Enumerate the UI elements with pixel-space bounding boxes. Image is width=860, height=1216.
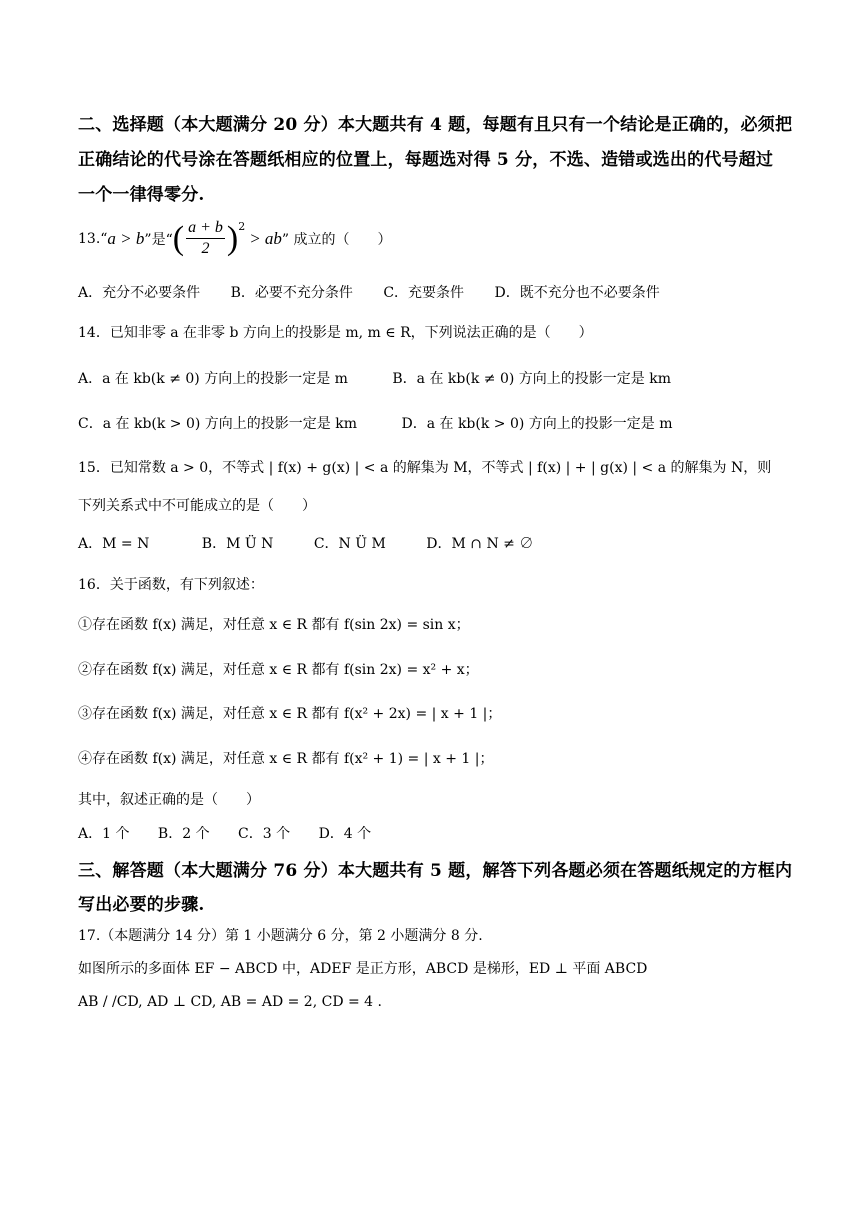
q14-option-c: C．a 在 kb(k > 0) 方向上的投影一定是 km xyxy=(78,416,358,432)
q16-options xyxy=(78,823,397,843)
q13-power: 2 xyxy=(238,220,246,233)
q13-frac-denominator: 2 xyxy=(201,240,210,257)
q14-options-cd xyxy=(78,413,699,433)
q13-option-a: A．充分不必要条件 xyxy=(78,285,201,301)
q15-options xyxy=(78,533,559,553)
q16-option-d: D．4 个 xyxy=(318,826,372,842)
q13-options xyxy=(78,282,686,302)
q13-fraction xyxy=(186,218,225,259)
q14-option-d: D．a 在 kb(k > 0) 方向上的投影一定是 m xyxy=(401,416,673,432)
q15-stem-line2: 下列关系式中不可能成立的是（ ） xyxy=(78,498,316,514)
section2-title-line1: 二、选择题（本大题满分 20 分）本大题共有 4 题，每题有且只有一个结论是正确的，必须把 xyxy=(78,115,793,135)
q14-options-ab xyxy=(78,368,697,388)
q13-option-b: B．必要不充分条件 xyxy=(230,285,353,301)
q13-rest: > ab xyxy=(249,228,282,248)
q14-option-b: B．a 在 kb(k ≠ 0) 方向上的投影一定是 km xyxy=(392,371,671,387)
q16-ask: 其中，叙述正确的是（ ） xyxy=(78,792,260,808)
q17-line1: 17.（本题满分 14 分）第 1 小题满分 6 分，第 2 小题满分 8 分. xyxy=(78,928,483,944)
q13-mid: ”是“ xyxy=(144,231,173,248)
q15-option-c: C．N Ü M xyxy=(313,536,386,552)
section2-title-line2: 正确结论的代号涂在答题纸相应的位置上，每题选对得 5 分，不选、造错或选出的代号超过 xyxy=(78,150,774,170)
section3-title-line1: 三、解答题（本大题满分 76 分）本大题共有 5 题，解答下列各题必须在答题纸规定的方框内 xyxy=(78,861,793,881)
q15-option-d: D．M ∩ N ≠ ∅ xyxy=(426,536,534,552)
q15-option-a: A．M = N xyxy=(78,536,150,552)
question-13 xyxy=(78,218,392,259)
section3-title-line2: 写出必要的步骤. xyxy=(78,895,205,915)
q13-option-c: C．充要条件 xyxy=(383,285,465,301)
q13-option-d: D．既不充分也不必要条件 xyxy=(494,285,660,301)
q16-item-3: ③存在函数 f(x) 满足，对任意 x ∈ R 都有 f(x² + 2x) = | x + 1 |； xyxy=(78,706,502,722)
q16-option-a: A．1 个 xyxy=(78,826,130,842)
q13-left-paren: ( xyxy=(172,219,185,257)
q13-frac-numerator: a + b xyxy=(186,218,225,239)
q14-option-a: A．a 在 kb(k ≠ 0) 方向上的投影一定是 m xyxy=(78,371,348,387)
q13-right-paren: ) xyxy=(226,219,239,257)
q14-stem: 14．已知非零 a 在非零 b 方向上的投影是 m, m ∈ R，下列说法正确的是（ ） xyxy=(78,325,593,341)
q16-option-b: B．2 个 xyxy=(157,826,210,842)
q17-line2: 如图所示的多面体 EF − ABCD 中，ADEF 是正方形，ABCD 是梯形，ED ⊥ 平面 ABCD xyxy=(78,961,648,977)
q16-item-4: ④存在函数 f(x) 满足，对任意 x ∈ R 都有 f(x² + 1) = | x + 1 |； xyxy=(78,751,494,767)
q15-option-b: B．M Ü N xyxy=(201,536,274,552)
q13-suffix: ” 成立的（ ） xyxy=(281,231,392,248)
q16-item-1: ①存在函数 f(x) 满足，对任意 x ∈ R 都有 f(sin 2x) = sin x； xyxy=(78,617,470,633)
q16-item-2: ②存在函数 f(x) 满足，对任意 x ∈ R 都有 f(sin 2x) = x² + x； xyxy=(78,662,479,678)
q15-stem-line1: 15．已知常数 a > 0，不等式 | f(x) + g(x) | < a 的解集为 M，不等式 | f(x) | + | g(x) | < a 的解集为 N，则 xyxy=(78,460,772,476)
q16-stem: 16．关于函数，有下列叙述： xyxy=(78,577,264,593)
q13-prefix: 13.“ xyxy=(78,230,108,247)
q16-option-c: C．3 个 xyxy=(238,826,291,842)
q13-condition: a > b xyxy=(107,228,145,248)
section2-title-line3: 一个一律得零分. xyxy=(78,185,205,205)
q17-line3: AB / /CD, AD ⊥ CD, AB = AD = 2, CD = 4 . xyxy=(78,994,382,1010)
